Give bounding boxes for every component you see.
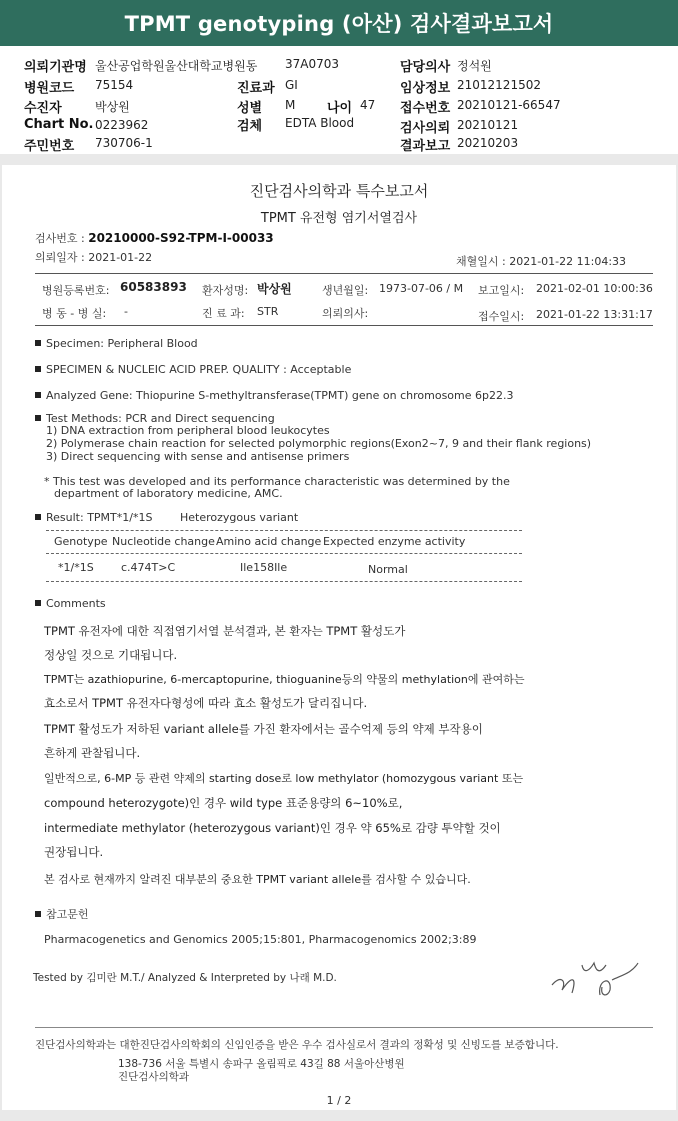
resident-no-label: 주민번호 bbox=[24, 139, 75, 154]
hospital-name-label: 의뢰기관명 bbox=[24, 60, 87, 75]
ward-value: - bbox=[124, 305, 128, 318]
gene-line bbox=[35, 389, 513, 402]
hospital-code-ext: 37A0703 bbox=[285, 57, 340, 71]
reg-no: 60583893 bbox=[120, 280, 187, 294]
bullet-icon bbox=[35, 392, 41, 398]
comment-line: 흔하게 관찰됩니다. bbox=[44, 746, 141, 760]
tested-by: Tested by 김미란 M.T./ Analyzed & Interpreted by 나래 M.D. bbox=[33, 972, 337, 984]
reg-no-label: 병원등록번호: bbox=[42, 284, 110, 297]
table-cell-activity: Normal bbox=[368, 563, 408, 576]
comment-line: 일반적으로, 6-MP 등 관련 약제의 starting dose로 low methylator (homozygous variant 또는 bbox=[44, 772, 524, 785]
address: 138-736 서울 특별시 송파구 올림픽로 43길 88 서울아산병원 bbox=[118, 1058, 405, 1070]
methods-title-text: Test Methods: PCR and Direct sequencing bbox=[46, 412, 275, 425]
bullet-icon bbox=[35, 600, 41, 606]
sex-label: 성별 bbox=[237, 101, 263, 116]
references-title-text: 참고문헌 bbox=[46, 908, 89, 921]
divider bbox=[35, 273, 653, 274]
attending-value: 정석원 bbox=[457, 59, 492, 73]
report-title: TPMT genotyping (아산) 검사결과보고서 bbox=[0, 0, 678, 46]
exam-number-label bbox=[35, 230, 274, 246]
table-divider bbox=[46, 553, 522, 554]
comment-line: TPMT는 azathiopurine, 6-mercaptopurine, thioguanine등의 약물의 methylation에 관여하는 bbox=[44, 673, 525, 686]
department-value: GI bbox=[285, 78, 298, 92]
quality-text: SPECIMEN & NUCLEIC ACID PREP. QUALITY : Acceptable bbox=[46, 363, 352, 376]
dept-label: 진 료 과: bbox=[202, 307, 245, 320]
table-cell-amino: Ile158Ile bbox=[240, 561, 288, 574]
department-footer: 진단검사의학과 bbox=[118, 1071, 190, 1083]
dob-label: 생년월일: bbox=[322, 284, 369, 297]
comment-line: 권장됩니다. bbox=[44, 845, 104, 859]
clinical-info-label: 임상정보 bbox=[400, 81, 451, 96]
result-genotype: Result: TPMT*1/*1S bbox=[46, 511, 153, 524]
references-title bbox=[35, 906, 89, 922]
exam-number: 20210000-S92-TPM-I-00033 bbox=[88, 231, 274, 245]
report-subheading: TPMT 유전형 염기서열검사 bbox=[260, 211, 418, 226]
certification: 진단검사의학과는 대한진단검사의학회의 신임인증을 받은 우수 검사실로서 결과의 정확성 및 신빙도를 보증합니다. bbox=[35, 1039, 559, 1051]
table-divider bbox=[46, 530, 522, 531]
bullet-icon bbox=[35, 415, 41, 421]
specimen-label: 검체 bbox=[237, 119, 263, 134]
age-label: 나이 bbox=[327, 101, 353, 116]
table-cell-nucleotide: c.474T>C bbox=[121, 561, 176, 574]
specimen-value: EDTA Blood bbox=[285, 116, 355, 130]
hospital-name-value: 울산공업학원울산대학교병원동 bbox=[95, 59, 258, 73]
table-cell-genotype: *1/*1S bbox=[58, 561, 94, 574]
specimen-line bbox=[35, 337, 198, 350]
table-divider bbox=[46, 581, 522, 582]
report-heading: 진단검사의학과 특수보고서 bbox=[249, 182, 429, 200]
collection-datetime: 채혈일시 : 2021-01-22 11:04:33 bbox=[456, 255, 627, 268]
chart-no-value: 0223962 bbox=[95, 118, 149, 132]
report-time-value: 2021-02-01 10:00:36 bbox=[536, 282, 653, 295]
patient-value: 박상원 bbox=[95, 100, 130, 114]
request-date-label: 검사의뢰 bbox=[400, 121, 451, 136]
references: Pharmacogenetics and Genomics 2005;15:801, Pharmacogenomics 2002;3:89 bbox=[44, 933, 477, 946]
receipt-time-value: 2021-01-22 13:31:17 bbox=[536, 308, 653, 321]
comment-line: intermediate methylator (heterozygous variant)인 경우 약 65%로 감량 투약할 것이 bbox=[44, 821, 501, 835]
gene-text: Analyzed Gene: Thiopurine S-methyltransferase(TPMT) gene on chromosome 6p22.3 bbox=[46, 389, 514, 402]
method-2: 2) Polymerase chain reaction for selected polymorphic regions(Exon2~7, 9 and their flank regions) bbox=[46, 437, 592, 450]
bullet-icon bbox=[35, 911, 41, 917]
request-date: 의뢰일자 : 2021-01-22 bbox=[35, 251, 153, 264]
table-header-activity: Expected enzyme activity bbox=[323, 535, 466, 548]
dob-value: 1973-07-06 / M bbox=[379, 282, 464, 295]
receipt-time-label: 접수일시: bbox=[478, 310, 525, 323]
comment-line: compound heterozygote)인 경우 wild type 표준용량의 6~10%로, bbox=[44, 796, 403, 810]
report-date-label: 결과보고 bbox=[400, 139, 451, 154]
note-line-2: department of laboratory medicine, AMC. bbox=[54, 487, 283, 500]
department-label: 진료과 bbox=[237, 81, 275, 96]
table-header-amino: Amino acid change bbox=[216, 535, 322, 548]
table-header-genotype: Genotype bbox=[54, 535, 108, 548]
comment-line: TPMT 유전자에 대한 직접염기서열 분석결과, 본 환자는 TPMT 활성도가 bbox=[44, 624, 406, 638]
dept-value: STR bbox=[257, 305, 279, 318]
note-line-1: * This test was developed and its performance characteristic was determined by the bbox=[44, 475, 510, 488]
table-header-nucleotide: Nucleotide change bbox=[112, 535, 215, 548]
receipt-no-value: 20210121-66547 bbox=[457, 98, 561, 112]
sex-value: M bbox=[285, 98, 296, 112]
specimen-text: Specimen: Peripheral Blood bbox=[46, 337, 198, 350]
patient-name-label: 환자성명: bbox=[202, 284, 249, 297]
report-date-value: 20210203 bbox=[457, 136, 519, 150]
bullet-icon bbox=[35, 340, 41, 346]
comments-title-text: Comments bbox=[46, 597, 106, 610]
doctor-label: 의뢰의사: bbox=[322, 307, 369, 320]
clinical-info-value: 21012121502 bbox=[457, 78, 541, 92]
footer-strip bbox=[0, 1110, 678, 1121]
method-1: 1) DNA extraction from peripheral blood leukocytes bbox=[46, 424, 330, 437]
patient-label: 수진자 bbox=[24, 101, 62, 116]
report-sheet bbox=[2, 165, 676, 1111]
report-time-label: 보고일시: bbox=[478, 284, 525, 297]
attending-label: 담당의사 bbox=[400, 60, 451, 75]
method-3: 3) Direct sequencing with sense and antisense primers bbox=[46, 450, 350, 463]
exam-no-label-text: 검사번호 : bbox=[35, 232, 85, 245]
receipt-no-label: 접수번호 bbox=[400, 101, 451, 116]
patient-name: 박상원 bbox=[257, 282, 292, 296]
chart-no-label: Chart No. bbox=[24, 117, 94, 132]
age-value: 47 bbox=[360, 98, 376, 112]
page-number: 1 / 2 bbox=[326, 1094, 352, 1107]
comment-line: 효소로서 TPMT 유전자다형성에 따라 효소 활성도가 달리집니다. bbox=[44, 696, 368, 710]
hospital-code-label: 병원코드 bbox=[24, 81, 75, 96]
ward-label: 병 동 - 병 실: bbox=[42, 307, 107, 320]
comment-line: TPMT 활성도가 저하된 variant allele를 가진 환자에서는 골수억제 등의 약제 부작용이 bbox=[44, 722, 483, 736]
comments-title bbox=[35, 597, 106, 610]
bullet-icon bbox=[35, 366, 41, 372]
bullet-icon bbox=[35, 514, 41, 520]
request-header bbox=[0, 46, 678, 154]
result-line bbox=[35, 511, 152, 524]
request-date-value: 20210121 bbox=[457, 118, 519, 132]
hospital-code-value: 75154 bbox=[95, 78, 134, 92]
resident-no-value: 730706-1 bbox=[95, 136, 153, 150]
comment-line: 정상일 것으로 기대됩니다. bbox=[44, 648, 178, 662]
divider bbox=[35, 325, 653, 326]
result-type: Heterozygous variant bbox=[180, 511, 299, 524]
divider bbox=[35, 1027, 653, 1028]
signature-icon bbox=[542, 935, 652, 1005]
quality-line bbox=[35, 363, 351, 376]
comment-line: 본 검사로 현재까지 알려진 대부분의 중요한 TPMT variant allele를 검사할 수 있습니다. bbox=[44, 873, 471, 886]
